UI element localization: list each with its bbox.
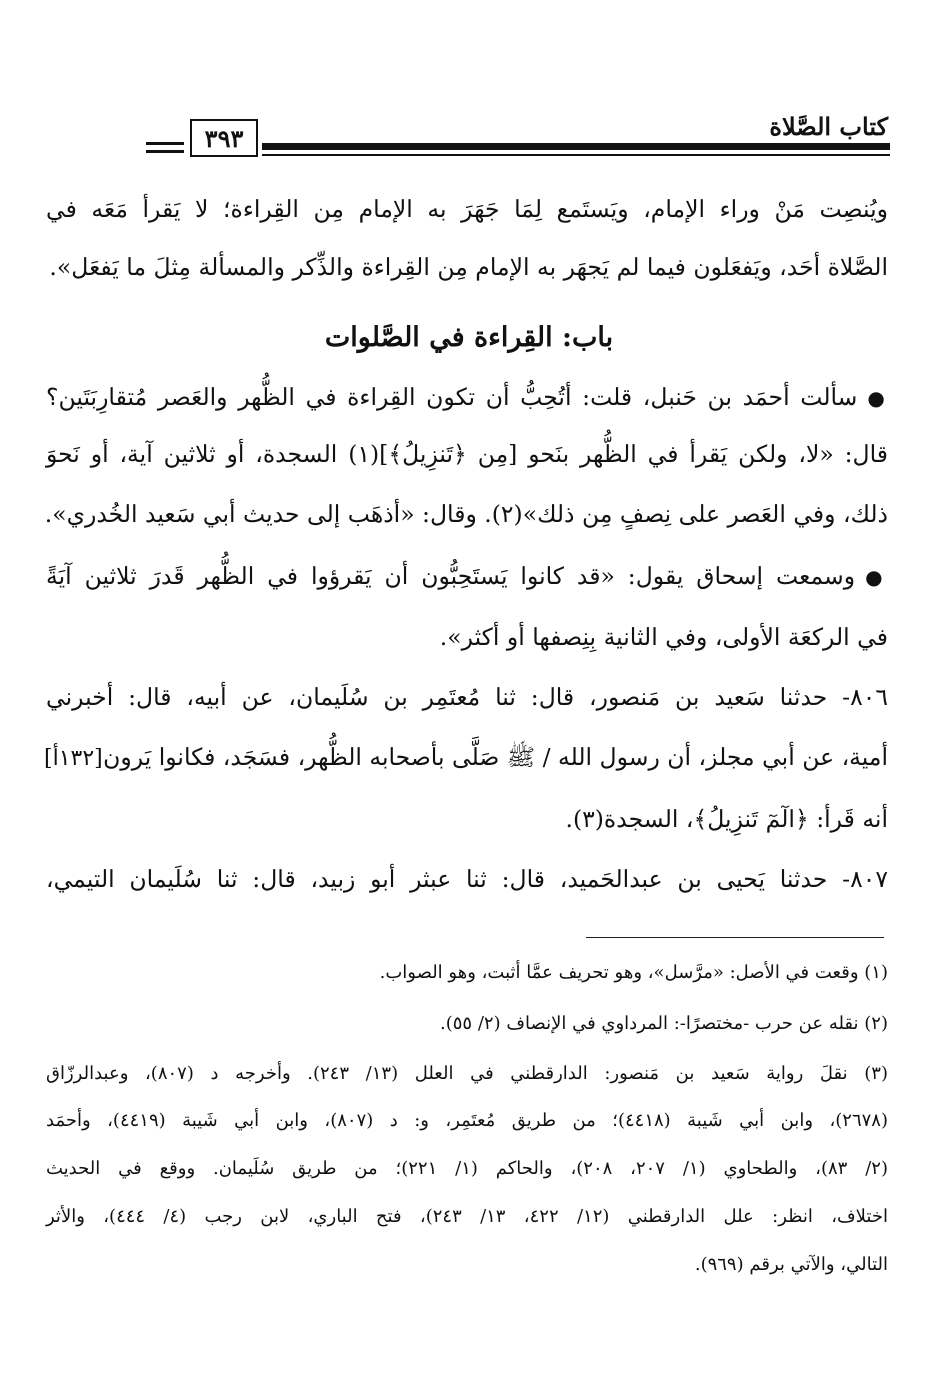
bullet-paragraph-line	[46, 383, 888, 411]
bullet-icon: ●	[865, 565, 888, 589]
text-line: سألت أحمَد بن حَنبل، قلت: أتُحِبُّ أن تكون القِراءة في الظُّهر والعَصر مُتقارِبَتَين؟	[46, 383, 858, 411]
text-line: قال: «لا، ولكن يَقرأ في الظُّهر بنَحو [مِن ﴿تَنزِيلُ﴾](١) السجدة، أو ثلاثين آية، أو نَحوَ	[46, 440, 888, 468]
header-rule-thin	[262, 154, 890, 156]
text-line: أمية، عن أبي مجلز، أن رسول الله / ﷺ صَلَّى بأصحابه الظُّهر، فسَجَد، فكانوا يَرون	[103, 743, 888, 771]
header-rule-short	[146, 142, 184, 145]
footnote: (٢/ ٨٣)، والطحاوي (١/ ٢٠٧، ٢٠٨)، والحاكم (١/ ٢٢١)؛ من طريق سُلَيمان. ووقع في الحديث	[46, 1158, 888, 1179]
page-number: ٣٩٣	[190, 119, 258, 157]
manuscript-folio-ref: [١٣٢أ]	[44, 746, 103, 771]
section-heading: باب: القِراءة في الصَّلوات	[324, 322, 614, 353]
text-line: في الركعَة الأولى، وفي الثانية بِنِصفها أو أكثر».	[439, 623, 888, 651]
footnote: اختلاف، انظر: علل الدارقطني (١٢/ ٤٢٢، ١٣/ ٢٤٣)، فتح الباري، لابن رجب (٤/ ٤٤٤)، والأثر	[46, 1206, 888, 1227]
footnote: (١) وقعت في الأصل: «مرَّسل»، وهو تحريف عمَّا أثبت، وهو الصواب.	[379, 962, 888, 983]
text-line: وسمعت إسحاق يقول: «قد كانوا يَستَحِبُّون أن يَقرؤوا في الظُّهر قَدرَ ثلاثين آيَةً	[46, 562, 856, 590]
text-line: ويُنصِت مَنْ وراء الإمام، ويَستَمع لِمَا جَهَرَ به الإمام مِن القِراءة؛ لا يَقرأ مَعَه في	[46, 195, 888, 223]
running-title: كتاب الصَّلاة	[769, 112, 888, 141]
text-line: الصَّلاة أحَد، ويَفعَلون فيما لم يَجهَر به الإمام مِن القِراءة والذِّكر والمسألة مِثلَ ما يَفعَل».	[49, 253, 888, 281]
footnote: التالي، والآتي برقم (٩٦٩).	[694, 1254, 888, 1275]
footnote: (٣) نقلَ رواية سَعيد بن مَنصور: الدارقطني في العلل (١٣/ ٢٤٣). وأخرجه د (٨٠٧)، وعبدالرزّاق	[46, 1063, 888, 1084]
text-line: ٨٠٦- حدثنا سَعيد بن مَنصور، قال: ثنا مُعتَمِر بن سُلَيمان، عن أبيه، قال: أخبرني	[46, 683, 888, 711]
footnote: (٢٦٧٨)، وابن أبي شَيبة (٤٤١٨)؛ من طريق مُعتَمِر، و: د (٨٠٧)، وابن أبي شَيبة (٤٤١٩)، وأحمَد	[46, 1110, 888, 1131]
text-line: ذلك، وفي العَصر على نِصفٍ مِن ذلك»(٢). وقال: «أذهَب إلى حديث أبي سَعيد الخُدري».	[44, 500, 888, 528]
text-line: أنه قَرأ: ﴿الٓمٓ تَنزِيلُ﴾، السجدة(٣).	[565, 805, 888, 833]
header-rule-thick	[262, 143, 890, 150]
footnote-separator	[586, 937, 884, 938]
bullet-paragraph-line	[46, 562, 888, 590]
footnote: (٢) نقله عن حرب -مختصرًا-: المرداوي في الإنصاف (٢/ ٥٥).	[440, 1013, 888, 1034]
header-rule-short	[146, 150, 184, 153]
text-line: ٨٠٧- حدثنا يَحيى بن عبدالحَميد، قال: ثنا عبثر أبو زبيد، قال: ثنا سُلَيمان التيمي،	[46, 865, 888, 893]
bullet-icon: ●	[867, 386, 888, 410]
